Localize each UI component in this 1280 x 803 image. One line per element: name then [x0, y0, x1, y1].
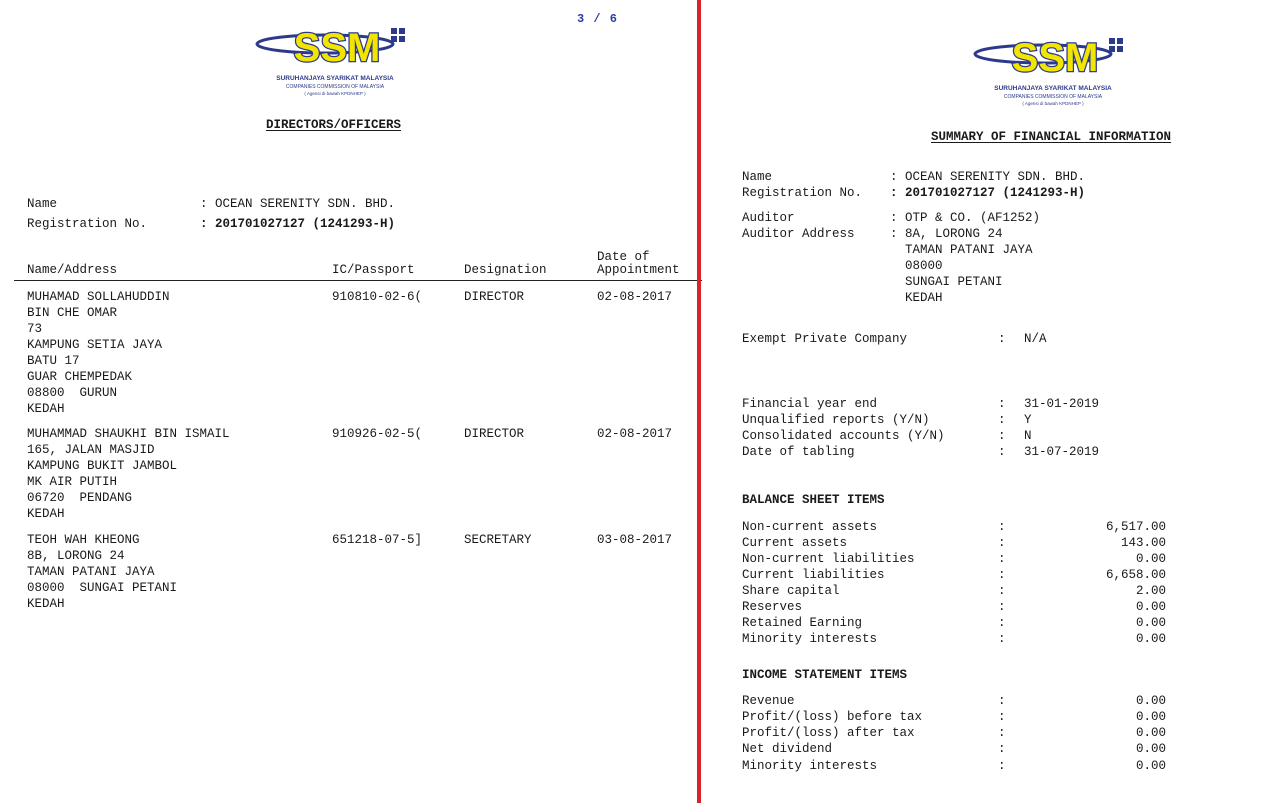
balance-value: 6,658.00	[1105, 568, 1166, 582]
officer-address-line: KAMPUNG SETIA JAYA	[27, 338, 163, 352]
page-divider	[697, 0, 701, 803]
auditor-address-line: : 8A, LORONG 24	[890, 227, 1003, 241]
officer-appointment-date: 02-08-2017	[597, 427, 673, 441]
balance-label: Minority interests	[742, 632, 878, 646]
agency-subtitle: ( Agensi di bawah KPDNHEP )	[1022, 101, 1084, 106]
income-value: 0.00	[1135, 710, 1166, 724]
officer-address-line: BATU 17	[27, 354, 80, 368]
officer-address-line: 8B, LORONG 24	[27, 549, 125, 563]
info-colon: :	[998, 413, 1006, 427]
balance-colon: :	[998, 552, 1006, 566]
name-value: : OCEAN SERENITY SDN. BHD.	[890, 170, 1086, 184]
agency-name-malay: SURUHANJAYA SYARIKAT MALAYSIA	[994, 85, 1112, 92]
officer-address-line: 08800 GURUN	[27, 386, 118, 400]
name-value: : OCEAN SERENITY SDN. BHD.	[200, 197, 396, 211]
officer-address-line: KAMPUNG BUKIT JAMBOL	[27, 459, 178, 473]
balance-colon: :	[998, 600, 1006, 614]
auditor-address-line: SUNGAI PETANI	[890, 275, 1003, 289]
financial-summary-title: SUMMARY OF FINANCIAL INFORMATION	[931, 130, 1172, 144]
balance-label: Share capital	[742, 584, 840, 598]
ssm-logo-text: SSM	[293, 26, 381, 70]
info-label: Date of tabling	[742, 445, 855, 459]
info-value: 31-07-2019	[1024, 445, 1100, 459]
balance-value: 2.00	[1135, 584, 1166, 598]
auditor-address-label: Auditor Address	[742, 227, 855, 241]
officer-address-line: KEDAH	[27, 402, 65, 416]
info-label: Consolidated accounts (Y/N)	[742, 429, 945, 443]
balance-colon: :	[998, 568, 1006, 582]
auditor-address-line: TAMAN PATANI JAYA	[890, 243, 1033, 257]
header-name-address: Name/Address	[27, 263, 118, 277]
registration-label: Registration No.	[742, 186, 863, 200]
header-ic-passport: IC/Passport	[332, 263, 415, 277]
exempt-colon: :	[998, 332, 1006, 346]
officer-address-line: MK AIR PUTIH	[27, 475, 118, 489]
balance-value: 0.00	[1135, 632, 1166, 646]
auditor-label: Auditor	[742, 211, 795, 225]
income-value: 0.00	[1135, 742, 1166, 756]
registration-value: : 201701027127 (1241293-H)	[890, 186, 1086, 200]
officer-designation: DIRECTOR	[464, 427, 525, 441]
balance-value: 0.00	[1135, 616, 1166, 630]
agency-name-english: COMPANIES COMMISSION OF MALAYSIA	[285, 84, 385, 90]
officer-designation: DIRECTOR	[464, 290, 525, 304]
header-date-line2: Appointment	[597, 263, 680, 277]
balance-colon: :	[998, 520, 1006, 534]
income-statement-title: INCOME STATEMENT ITEMS	[742, 668, 908, 682]
income-label: Profit/(loss) before tax	[742, 710, 923, 724]
info-colon: :	[998, 445, 1006, 459]
ssm-logo-text: SSM	[1011, 36, 1099, 80]
header-rule	[14, 280, 702, 281]
balance-sheet-title: BALANCE SHEET ITEMS	[742, 493, 885, 507]
info-colon: :	[998, 397, 1006, 411]
balance-colon: :	[998, 536, 1006, 550]
balance-value: 0.00	[1135, 600, 1166, 614]
officer-address-line: 08000 SUNGAI PETANI	[27, 581, 178, 595]
page-indicator: 3 / 6	[577, 12, 619, 26]
balance-value: 0.00	[1135, 552, 1166, 566]
balance-colon: :	[998, 584, 1006, 598]
officer-designation: SECRETARY	[464, 533, 532, 547]
officer-address-line: MUHAMMAD SHAUKHI BIN ISMAIL	[27, 427, 230, 441]
balance-value: 6,517.00	[1105, 520, 1166, 534]
income-label: Net dividend	[742, 742, 833, 756]
officer-address-line: 06720 PENDANG	[27, 491, 133, 505]
officer-address-line: 73	[27, 322, 43, 336]
balance-colon: :	[998, 632, 1006, 646]
officer-appointment-date: 02-08-2017	[597, 290, 673, 304]
agency-name-english: COMPANIES COMMISSION OF MALAYSIA	[1003, 94, 1103, 100]
auditor-address-line: KEDAH	[890, 291, 943, 305]
balance-label: Non-current liabilities	[742, 552, 915, 566]
info-value: 31-01-2019	[1024, 397, 1100, 411]
officer-address-line: GUAR CHEMPEDAK	[27, 370, 133, 384]
income-colon: :	[998, 742, 1006, 756]
balance-label: Current assets	[742, 536, 848, 550]
balance-colon: :	[998, 616, 1006, 630]
agency-subtitle: ( Agensi di bawah KPDNHEP )	[304, 91, 366, 96]
balance-label: Non-current assets	[742, 520, 878, 534]
info-label: Financial year end	[742, 397, 878, 411]
ssm-logo-right	[973, 30, 1133, 112]
auditor-value: : OTP & CO. (AF1252)	[890, 211, 1041, 225]
income-value: 0.00	[1135, 726, 1166, 740]
income-colon: :	[998, 759, 1006, 773]
ssm-logo-mark	[973, 30, 1133, 82]
income-label: Revenue	[742, 694, 795, 708]
ssm-logo-mark	[255, 20, 415, 72]
officer-address-line: KEDAH	[27, 507, 65, 521]
info-colon: :	[998, 429, 1006, 443]
balance-label: Retained Earning	[742, 616, 863, 630]
officer-ic: 651218-07-5]	[332, 533, 423, 547]
income-colon: :	[998, 710, 1006, 724]
officer-address-line: TEOH WAH KHEONG	[27, 533, 140, 547]
header-designation: Designation	[464, 263, 547, 277]
info-label: Unqualified reports (Y/N)	[742, 413, 930, 427]
name-label: Name	[27, 197, 58, 211]
auditor-address-line: 08000	[890, 259, 943, 273]
directors-title: DIRECTORS/OFFICERS	[266, 118, 402, 132]
officer-appointment-date: 03-08-2017	[597, 533, 673, 547]
income-colon: :	[998, 726, 1006, 740]
info-value: Y	[1024, 413, 1032, 427]
officer-ic: 910810-02-6(	[332, 290, 423, 304]
income-label: Minority interests	[742, 759, 878, 773]
agency-name-malay: SURUHANJAYA SYARIKAT MALAYSIA	[276, 75, 394, 82]
officer-address-line: 165, JALAN MASJID	[27, 443, 155, 457]
officer-address-line: BIN CHE OMAR	[27, 306, 118, 320]
officer-ic: 910926-02-5(	[332, 427, 423, 441]
balance-label: Reserves	[742, 600, 803, 614]
registration-label: Registration No.	[27, 217, 148, 231]
name-label: Name	[742, 170, 773, 184]
officer-address-line: KEDAH	[27, 597, 65, 611]
exempt-value: N/A	[1024, 332, 1047, 346]
registration-value: : 201701027127 (1241293-H)	[200, 217, 396, 231]
exempt-label: Exempt Private Company	[742, 332, 908, 346]
info-value: N	[1024, 429, 1032, 443]
income-value: 0.00	[1135, 759, 1166, 773]
income-value: 0.00	[1135, 694, 1166, 708]
officer-address-line: TAMAN PATANI JAYA	[27, 565, 155, 579]
officer-address-line: MUHAMAD SOLLAHUDDIN	[27, 290, 170, 304]
income-label: Profit/(loss) after tax	[742, 726, 915, 740]
balance-value: 143.00	[1120, 536, 1166, 550]
ssm-logo-left	[255, 20, 415, 102]
header-date-line1: Date of	[597, 250, 650, 264]
balance-label: Current liabilities	[742, 568, 885, 582]
income-colon: :	[998, 694, 1006, 708]
